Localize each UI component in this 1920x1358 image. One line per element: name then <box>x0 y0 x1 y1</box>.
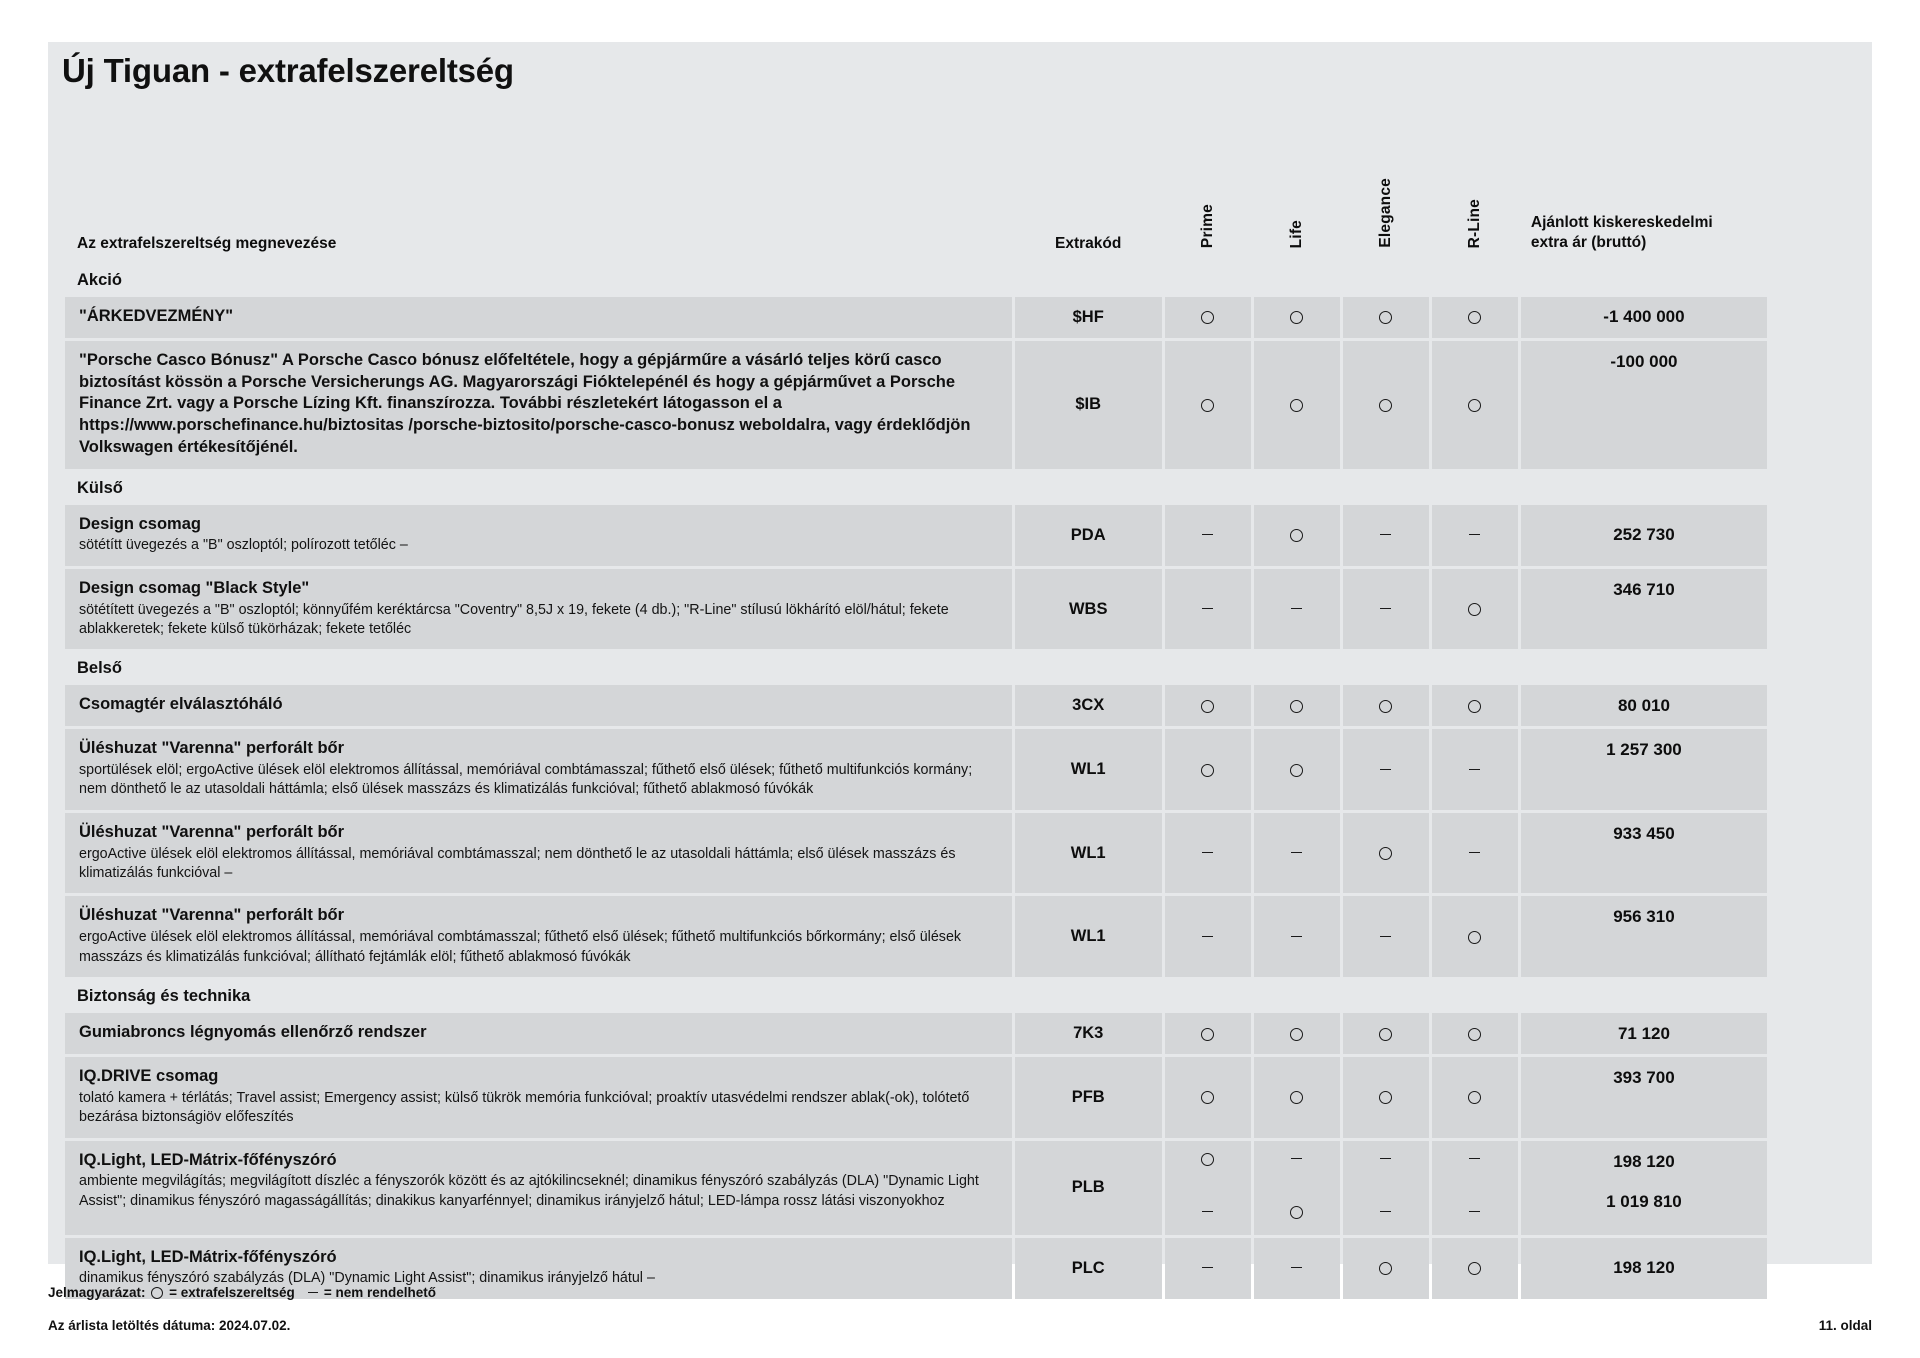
group-heading-row <box>65 652 1767 682</box>
availability-life-cell <box>1254 1141 1340 1235</box>
table-row <box>65 685 1767 726</box>
circle-icon <box>1468 1028 1481 1041</box>
extra-code-cell: WBS <box>1015 569 1162 650</box>
circle-icon <box>1201 1091 1214 1104</box>
availability-rline-cell <box>1432 729 1518 810</box>
extra-name-cell <box>65 896 1012 977</box>
availability-life-cell <box>1254 297 1340 338</box>
extra-title: Üléshuzat "Varenna" perforált bőr <box>79 739 345 758</box>
extra-description: tolató kamera + térlátás; Travel assist; Emergency assist; külső tükrök memória funkcióval; proaktív utasvédelmi rendszer ablak(-ok), tolótető bezárása biztonságiöv előfeszítés <box>79 1089 970 1126</box>
dash-icon <box>1291 936 1302 937</box>
price-cell <box>1521 341 1767 469</box>
dash-icon <box>1469 769 1480 770</box>
price-value: 80 010 <box>1617 695 1670 715</box>
extra-name-cell <box>65 1141 1012 1235</box>
availability-rline-cell <box>1432 896 1518 977</box>
availability-prime-cell <box>1165 505 1251 566</box>
extra-name-cell <box>65 1013 1012 1054</box>
header-rline-label: R-Line <box>1465 198 1483 248</box>
availability-prime-cell <box>1165 1057 1251 1138</box>
circle-icon <box>1379 1091 1392 1104</box>
availability-life-cell <box>1254 341 1340 469</box>
circle-icon <box>1468 1262 1481 1275</box>
availability-elegance-cell <box>1343 505 1429 566</box>
extra-description: dinamikus fényszóró szabályzás (DLA) "Dynamic Light Assist"; dinamikus irányjelző hátul – <box>79 1270 655 1287</box>
availability-rline-cell <box>1432 685 1518 726</box>
circle-icon <box>1468 931 1481 944</box>
group-heading-row <box>65 980 1767 1010</box>
price-value: 252 730 <box>1613 525 1675 545</box>
availability-elegance-cell <box>1343 685 1429 726</box>
extra-code-cell: 7K3 <box>1015 1013 1162 1054</box>
legend-dash-text: = nem rendelhető <box>323 1285 436 1300</box>
dash-icon <box>1291 1267 1302 1268</box>
extra-code-cell: PFB <box>1015 1057 1162 1138</box>
extra-title: Üléshuzat "Varenna" perforált bőr <box>79 822 345 841</box>
dash-icon <box>1469 1211 1480 1212</box>
circle-icon <box>1201 700 1214 713</box>
group-heading-label: Külső <box>77 478 123 497</box>
price-value: 346 710 <box>1613 579 1675 599</box>
circle-icon <box>1468 399 1481 412</box>
price-value-secondary: 1 019 810 <box>1606 1191 1682 1211</box>
circle-icon <box>1290 529 1303 542</box>
circle-icon <box>1290 764 1303 777</box>
availability-prime-cell <box>1165 685 1251 726</box>
extra-name-cell <box>65 297 1012 338</box>
availability-rline-cell <box>1432 1013 1518 1054</box>
extra-title: "Porsche Casco Bónusz" A Porsche Casco bónusz előfeltétele, hogy a gépjárműre a vásárló teljes körű casco biztosítást kössön a Porsche Versicherungs AG. Magyarországi Fióktelepénél és hogy a gépjárművet a Porsche Finance Zrt. vagy a Porsche Lízing Kft. finanszírozza. További részletekért látogasson el a https://www.porschefinance.hu/biztositas /porsche-biztosito/porsche-casco-bonusz weboldalra, vagy érdeklődjön Volkswagen értékesítőjénél. <box>79 350 971 456</box>
circle-icon <box>1379 1262 1392 1275</box>
availability-elegance-cell <box>1343 813 1429 894</box>
availability-life-cell <box>1254 813 1340 894</box>
extra-description: sötétítt üvegezés a "B" oszloptól; polírozott tetőléc – <box>79 537 408 554</box>
header-life <box>1254 133 1340 261</box>
price-cell <box>1521 1057 1767 1138</box>
extra-code-cell: WL1 <box>1015 896 1162 977</box>
availability-life-cell <box>1254 505 1340 566</box>
circle-icon <box>1379 311 1392 324</box>
extra-code-cell: PLC <box>1015 1238 1162 1299</box>
extra-title: "ÁRKEDVEZMÉNY" <box>79 307 234 325</box>
header-rline <box>1432 133 1518 261</box>
extra-title: Design csomag <box>79 514 201 533</box>
extra-title: Csomagtér elválasztóháló <box>79 695 283 714</box>
dash-icon <box>1202 608 1213 609</box>
table-row <box>65 729 1767 810</box>
extra-description: sötétített üvegezés a "B" oszloptól; könnyűfém keréktárcsa "Coventry" 8,5J x 19, fekete (4 db.); "R-Line" stílusú lökhárító elöl/hátul; fekete ablakkeretek; fekete külső tükörházak; fekete tetőléc <box>79 601 949 637</box>
dash-icon <box>1380 1158 1391 1159</box>
price-cell <box>1521 1013 1767 1054</box>
availability-elegance-cell <box>1343 341 1429 469</box>
circle-icon <box>1290 700 1303 713</box>
table-row <box>65 813 1767 894</box>
header-prime-label: Prime <box>1198 203 1216 248</box>
circle-icon <box>1201 1153 1214 1166</box>
dash-icon <box>1469 1158 1480 1159</box>
price-value: -1 400 000 <box>1603 307 1685 327</box>
availability-rline-cell <box>1432 813 1518 894</box>
price-cell <box>1521 685 1767 726</box>
dash-icon <box>1202 936 1213 937</box>
price-value: 933 450 <box>1613 823 1675 843</box>
extra-code-cell: 3CX <box>1015 685 1162 726</box>
price-value: 393 700 <box>1613 1067 1675 1087</box>
table-row <box>65 297 1767 338</box>
extra-name-cell <box>65 569 1012 650</box>
extra-description: ambiente megvilágítás; megvilágított díszléc a fényszorók között és az ajtókilincseknél; dinamikus fényszóró szabályzás (DLA) "Dynamic Light Assist"; dinamikus fényszóró magasságállítás; dinakikus kanyarfénnyel; dinamikus irányjelző hátul; LED-lámpa rossz látási viszonyokhoz <box>79 1173 979 1209</box>
table-row <box>65 569 1767 650</box>
circle-icon <box>1468 700 1481 713</box>
table-row <box>65 1013 1767 1054</box>
availability-elegance-cell <box>1343 297 1429 338</box>
availability-life-cell <box>1254 1013 1340 1054</box>
availability-rline-cell <box>1432 341 1518 469</box>
availability-prime-cell <box>1165 297 1251 338</box>
table-head <box>65 133 1767 261</box>
price-cell <box>1521 297 1767 338</box>
circle-icon <box>1290 399 1303 412</box>
price-cell <box>1521 1141 1767 1235</box>
availability-elegance-cell <box>1343 1238 1429 1299</box>
dash-icon <box>1380 936 1391 937</box>
dash-icon <box>1202 1267 1213 1268</box>
extra-code-cell: WL1 <box>1015 729 1162 810</box>
availability-life-cell <box>1254 685 1340 726</box>
dash-icon <box>1202 852 1213 853</box>
group-heading-label: Belső <box>77 659 122 678</box>
group-heading-label: Biztonság és technika <box>77 987 251 1006</box>
extra-code-cell: $HF <box>1015 297 1162 338</box>
table-row <box>65 1141 1767 1235</box>
availability-elegance-cell <box>1343 729 1429 810</box>
price-value: 198 120 <box>1613 1151 1675 1171</box>
extra-title: Gumiabroncs légnyomás ellenőrző rendszer <box>79 1023 427 1042</box>
availability-elegance-cell <box>1343 569 1429 650</box>
availability-elegance-cell <box>1343 1141 1429 1235</box>
extra-name-cell <box>65 685 1012 726</box>
download-date: Az árlista letöltés dátuma: 2024.07.02. <box>48 1318 291 1333</box>
price-cell <box>1521 729 1767 810</box>
dash-icon <box>1291 852 1302 853</box>
availability-prime-cell <box>1165 1013 1251 1054</box>
extra-code-cell: $IB <box>1015 341 1162 469</box>
table-row <box>65 505 1767 566</box>
extra-name-cell <box>65 729 1012 810</box>
group-heading-row <box>65 472 1767 502</box>
dash-icon <box>1469 852 1480 853</box>
extra-name-cell <box>65 505 1012 566</box>
group-heading-label: Akció <box>77 271 122 289</box>
circle-icon <box>1379 847 1392 860</box>
price-value: 198 120 <box>1613 1258 1675 1278</box>
availability-life-cell <box>1254 896 1340 977</box>
availability-prime-cell <box>1165 1238 1251 1299</box>
availability-elegance-cell <box>1343 1057 1429 1138</box>
header-life-label: Life <box>1287 219 1305 248</box>
availability-life-cell <box>1254 729 1340 810</box>
extra-code-cell: PDA <box>1015 505 1162 566</box>
availability-rline-cell <box>1432 1238 1518 1299</box>
header-name: Az extrafelszereltség megnevezése <box>77 235 337 252</box>
extra-name-cell <box>65 813 1012 894</box>
circle-icon <box>1201 1028 1214 1041</box>
availability-elegance-cell <box>1343 896 1429 977</box>
header-price-line2: extra ár (bruttó) <box>1530 234 1647 252</box>
table-row <box>65 1057 1767 1138</box>
extra-title: Üléshuzat "Varenna" perforált bőr <box>79 906 345 925</box>
legend <box>48 1285 436 1300</box>
dash-icon <box>1380 534 1391 535</box>
circle-icon <box>151 1287 163 1299</box>
extra-code-cell: WL1 <box>1015 813 1162 894</box>
availability-rline-cell <box>1432 1057 1518 1138</box>
table-body <box>65 264 1767 1299</box>
availability-prime-cell <box>1165 341 1251 469</box>
header-elegance <box>1343 133 1429 261</box>
availability-prime-cell <box>1165 569 1251 650</box>
extra-name-cell <box>65 341 1012 469</box>
availability-elegance-cell <box>1343 1013 1429 1054</box>
circle-icon <box>1379 399 1392 412</box>
extra-code-cell: PLB <box>1015 1141 1162 1235</box>
group-heading-row <box>65 264 1767 294</box>
dash-icon <box>1380 1211 1391 1212</box>
circle-icon <box>1201 764 1214 777</box>
page-number: 11. oldal <box>1818 1318 1872 1333</box>
dash-icon <box>1380 769 1391 770</box>
extra-name-cell <box>65 1057 1012 1138</box>
header-price <box>1521 133 1767 261</box>
legend-prefix: Jelmagyarázat: <box>48 1285 146 1300</box>
extra-title: Design csomag "Black Style" <box>79 578 310 597</box>
header-prime <box>1165 133 1251 261</box>
extra-title: IQ.Light, LED-Mátrix-főfényszóró <box>79 1247 337 1266</box>
dash-icon <box>1291 1158 1302 1159</box>
availability-rline-cell <box>1432 297 1518 338</box>
circle-icon <box>1379 700 1392 713</box>
circle-icon <box>1290 311 1303 324</box>
price-cell <box>1521 813 1767 894</box>
header-elegance-label: Elegance <box>1376 178 1394 248</box>
price-value: 71 120 <box>1617 1023 1670 1043</box>
availability-prime-cell <box>1165 813 1251 894</box>
availability-life-cell <box>1254 569 1340 650</box>
availability-prime-cell <box>1165 896 1251 977</box>
dash-icon <box>1469 534 1480 535</box>
circle-icon <box>1468 603 1481 616</box>
page-title: Új Tiguan - extrafelszereltség <box>62 52 514 89</box>
table-row <box>65 341 1767 469</box>
dash-icon <box>308 1292 318 1293</box>
extra-description: ergoActive ülések elöl elektromos állítással, memóriával combtámasszal; nem dönthető le az utasoldali háttámla; első ülések masszázs és klimatizálás funkcióval – <box>79 845 956 882</box>
extra-title: IQ.Light, LED-Mátrix-főfényszóró <box>79 1150 337 1169</box>
price-cell <box>1521 569 1767 650</box>
availability-rline-cell <box>1432 1141 1518 1235</box>
table-row <box>65 896 1767 977</box>
dash-icon <box>1202 534 1213 535</box>
availability-rline-cell <box>1432 505 1518 566</box>
price-value: 1 257 300 <box>1606 740 1682 760</box>
circle-icon <box>1201 311 1214 324</box>
legend-circle-text: = extrafelszereltség <box>169 1285 295 1300</box>
circle-icon <box>1290 1028 1303 1041</box>
price-value: 956 310 <box>1613 907 1675 927</box>
dash-icon <box>1291 608 1302 609</box>
availability-rline-cell <box>1432 569 1518 650</box>
circle-icon <box>1201 399 1214 412</box>
extra-description: sportülések elöl; ergoActive ülések elöl elektromos állítással, memóriával combtámasszal; fűthető első ülések; fűthető multifunkciós kormány; nem dönthető le az utasoldali háttámla; első ülések masszázs és klimatizálás funkcióval; fűthető ablakmosó fúvókák <box>79 761 973 798</box>
price-cell <box>1521 1238 1767 1299</box>
price-cell <box>1521 896 1767 977</box>
availability-prime-cell <box>1165 1141 1251 1235</box>
availability-prime-cell <box>1165 729 1251 810</box>
header-row <box>65 133 1767 261</box>
circle-icon <box>1468 311 1481 324</box>
circle-icon <box>1290 1206 1303 1219</box>
dash-icon <box>1380 608 1391 609</box>
circle-icon <box>1468 1091 1481 1104</box>
extra-description: ergoActive ülések elöl elektromos állítással, memóriával combtámasszal; fűthető első ülések; fűthető multifunkciós bőrkormány; első ülések masszázs és klimatizálás funkcióval; állítható fejtámlák elöl; fűthető ablakmosó fúvókák <box>79 929 962 965</box>
circle-icon <box>1379 1028 1392 1041</box>
circle-icon <box>1290 1091 1303 1104</box>
price-value: -100 000 <box>1610 351 1678 371</box>
header-price-line1: Ajánlott kiskereskedelmi <box>1530 214 1713 232</box>
header-code: Extrakód <box>1055 235 1122 252</box>
availability-life-cell <box>1254 1238 1340 1299</box>
availability-life-cell <box>1254 1057 1340 1138</box>
extra-title: IQ.DRIVE csomag <box>79 1066 219 1085</box>
price-cell <box>1521 505 1767 566</box>
dash-icon <box>1202 1211 1213 1212</box>
extras-table <box>62 130 1770 1302</box>
